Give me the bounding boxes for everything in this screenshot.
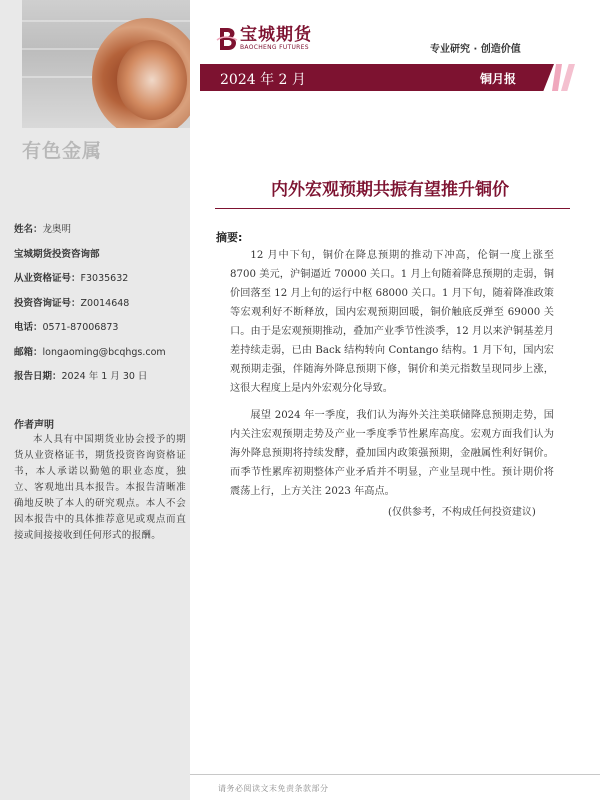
header-banner [200, 64, 556, 91]
abstract-paragraph-1: 12 月中下旬，铜价在降息预期的推动下冲高，伦铜一度上涨至 8700 美元，沪铜逼近 70000 关口。1 月上旬随着降息预期的走弱，铜价回落至 12 月上旬的运行中枢 68000 关口。1 月下旬，随着降准政策等宏观利好不断释放，国内宏观预期回暖，铜价触底反弹至 69000 关口。由于是宏观预期推动，叠加产业季节性淡季，12 月以来沪铜基差月差持续走弱，已由 Back 结构转向 Contango 结构。1 月下旬，国内宏观预期走强，伴随海外降息预期下修，铜价和美元指数呈现同步上涨，这很大程度上是内外宏观分化导致。 [230, 250, 554, 394]
footer-divider [190, 774, 600, 775]
info-row-license: 从业资格证号：F3035632 [14, 273, 129, 284]
company-logo [216, 26, 312, 52]
info-row-phone: 电话：0571-87006873 [14, 322, 119, 333]
logo-name-en: BAOCHENG FUTURES [240, 44, 309, 51]
info-row-email[interactable]: 邮箱：longaoming@bcqhgs.com [14, 346, 166, 358]
report-title: 内外宏观预期共振有望推升铜价 [271, 180, 509, 200]
logo-text [240, 26, 312, 52]
footer-note: 请务必阅读文末免责条款部分 [218, 784, 329, 793]
abstract-paragraph-2: 展望 2024 年一季度，我们认为海外关注美联储降息预期走势，国内关注宏观预期走势及产业一季度季节性累库高度。宏观方面我们认为海外降息预期将持续发酵，叠加国内政策强预期，金融属性利好铜价。而季节性累库初期整体产业矛盾并不明显，产业呈现中性。预计期价将震荡上行，上方关注 2023 年高点。 [230, 410, 554, 497]
title-divider [215, 208, 570, 209]
sidebar [0, 0, 190, 800]
declaration-body: 本人具有中国期货业协会授予的期货从业资格证书，期货投资咨询资格证书，本人承诺以勤勉的职业态度，独立、客观地出具本报告。本报告清晰准确地反映了本人的研究观点。本人不会因本报告中的具体推荐意见或观点而直接或间接接收到任何形式的报酬。 [14, 434, 186, 541]
copper-coil-photo [22, 0, 190, 128]
logo-name-cn: 宝城期货 [240, 25, 312, 45]
info-row-name: 姓名：龙奥明 [14, 224, 72, 235]
declaration-title: 作者声明 [14, 420, 54, 431]
info-row-department: 宝城期货投资咨询部 [14, 248, 100, 260]
investment-disclaimer: (仅供参考，不构成任何投资建议) [388, 507, 536, 518]
report-month: 2024 年 2 月 [220, 72, 306, 88]
category-label: 有色金属 [22, 140, 103, 162]
report-type: 铜月报 [480, 72, 517, 86]
info-row-consult-license: 投资咨询证号：Z0014648 [14, 297, 130, 309]
logo-mark-icon [216, 26, 238, 52]
abstract-label: 摘要: [216, 231, 243, 244]
info-row-report-date: 报告日期：2024 年 1 月 30 日 [14, 371, 148, 382]
banner-decoration [561, 64, 575, 91]
slogan: 专业研究 · 创造价值 [430, 44, 521, 55]
author-info [14, 218, 186, 390]
